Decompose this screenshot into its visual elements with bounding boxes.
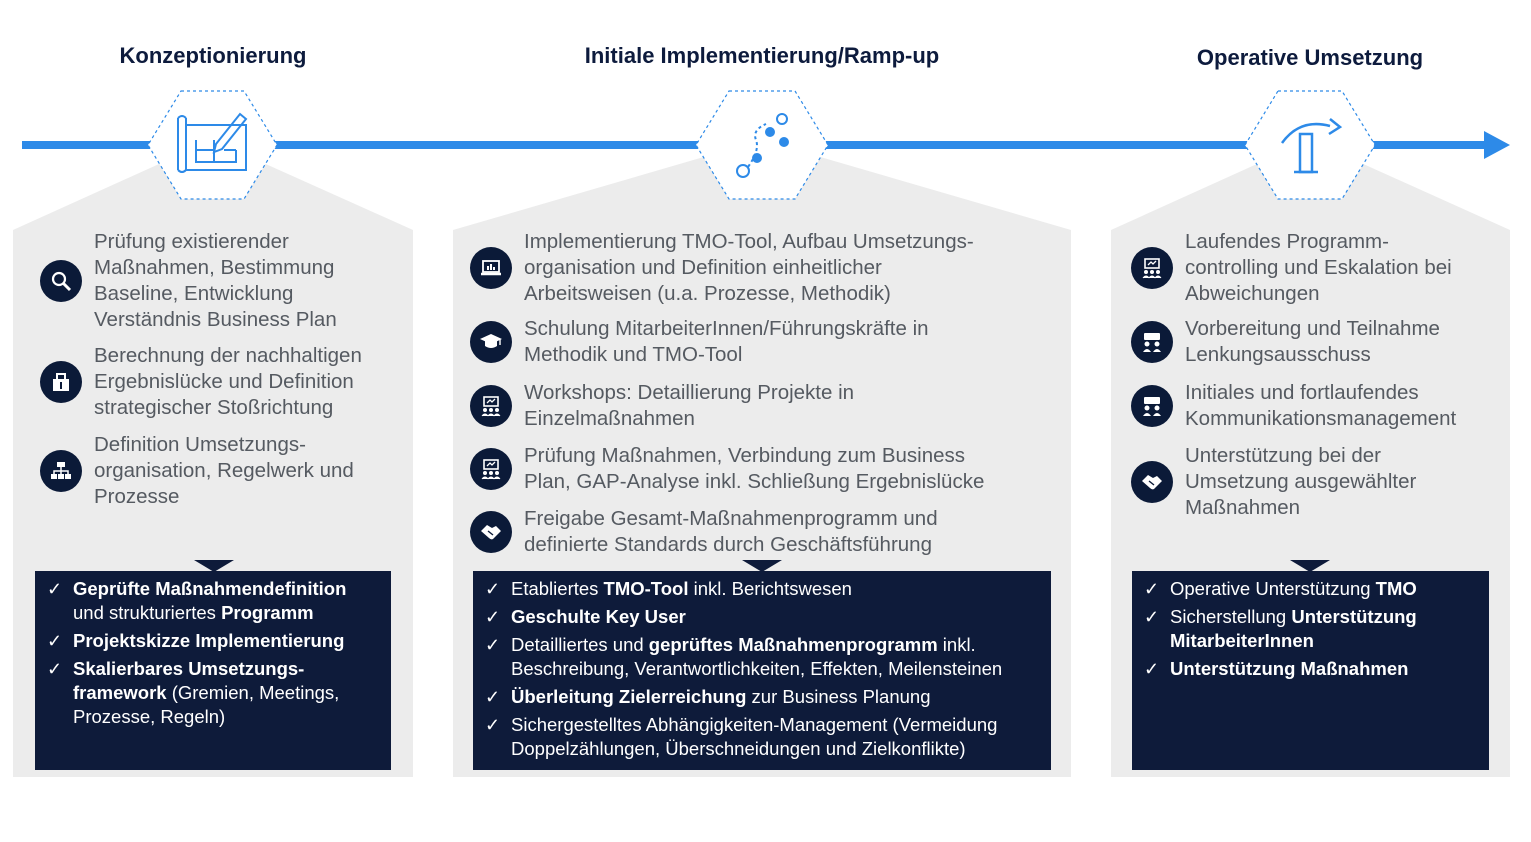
checkmark-icon: ✓	[1144, 659, 1160, 679]
deliverable-item	[47, 629, 383, 653]
activity-line: Maßnahmen, Bestimmung	[94, 256, 335, 279]
activity-line: Maßnahmen	[1185, 496, 1301, 519]
activity-item	[40, 229, 337, 333]
deliverable-text: inkl. Berichtswesen	[688, 578, 852, 599]
deliverable-line	[511, 713, 997, 737]
activity-line: Lenkungsausschuss	[1185, 343, 1371, 366]
deliverable-text: Geschulte Key User	[511, 606, 686, 627]
deliverable-line	[1170, 605, 1417, 629]
presentation-icon	[470, 448, 512, 490]
activity-line: Ergebnislücke und Definition	[94, 370, 354, 393]
deliverable-line	[73, 681, 339, 705]
phase-title-konzeptionierung: Konzeptionierung	[119, 43, 307, 68]
deliverable-line	[73, 601, 346, 625]
deliverable-item	[485, 577, 1043, 601]
activity-line: controlling und Eskalation bei	[1185, 256, 1452, 279]
checkmark-icon: ✓	[1144, 579, 1160, 599]
checkmark-icon: ✓	[1144, 607, 1160, 627]
activity-text	[1185, 380, 1456, 432]
activity-item	[1131, 443, 1416, 521]
deliverable-line	[73, 577, 346, 601]
deliverable-text: Projektskizze Implementierung	[73, 630, 345, 651]
activity-item	[470, 229, 974, 307]
checkmark-icon: ✓	[47, 659, 63, 679]
graduation-cap-icon	[470, 321, 512, 363]
activity-text	[524, 380, 854, 432]
activity-line: Umsetzung ausgewählter	[1185, 470, 1417, 493]
activity-line: Berechnung der nachhaltigen	[94, 344, 362, 367]
laptop-chart-icon	[470, 247, 512, 289]
deliverable-text: Sicherstellung	[1170, 606, 1292, 627]
activity-item	[40, 343, 362, 421]
deliverable-line	[511, 633, 1002, 657]
deliverable-line	[1170, 577, 1417, 601]
deliverable-item	[485, 605, 1043, 629]
activity-line: Abweichungen	[1185, 282, 1320, 305]
activity-item	[470, 443, 984, 495]
activity-line: Arbeitsweisen (u.a. Prozesse, Methodik)	[524, 282, 891, 305]
phase-title-operative-umsetzung: Operative Umsetzung	[1196, 45, 1424, 70]
activity-line: Prüfung existierender	[94, 230, 289, 253]
activity-line: Prozesse	[94, 485, 180, 508]
deliverable-text: framework	[73, 682, 167, 703]
deliverables-box	[35, 571, 391, 770]
activity-line: Plan, GAP-Analyse inkl. Schließung Ergebnislücke	[524, 470, 985, 493]
activity-line: definierte Standards durch Geschäftsführung	[524, 533, 932, 556]
deliverable-text: Skalierbares Umsetzungs-	[73, 658, 305, 679]
deliverable-text: inkl.	[937, 634, 976, 655]
meeting-icon	[1131, 385, 1173, 427]
activity-line: Vorbereitung und Teilnahme	[1185, 317, 1440, 340]
activity-line: Definition Umsetzungs-	[94, 433, 306, 456]
deliverable-text: TMO	[1375, 578, 1417, 599]
checkmark-icon: ✓	[47, 631, 63, 651]
activity-item	[40, 432, 354, 510]
deliverable-item	[47, 577, 383, 625]
activity-item	[1131, 380, 1456, 432]
deliverables-box	[1132, 571, 1489, 770]
deliverable-item	[47, 657, 383, 729]
activity-item	[470, 316, 929, 368]
deliverable-text: MitarbeiterInnen	[1170, 630, 1314, 651]
deliverable-text: Sichergestelltes Abhängigkeiten-Management (Vermeidung	[511, 714, 998, 735]
deliverable-item	[485, 713, 1043, 761]
handshake-icon	[470, 511, 512, 553]
deliverable-item	[485, 633, 1043, 681]
checkmark-icon: ✓	[485, 715, 501, 735]
activity-item	[470, 506, 938, 558]
activity-text	[524, 229, 974, 307]
activity-line: Methodik und TMO-Tool	[524, 343, 743, 366]
deliverable-line	[511, 605, 686, 629]
deliverable-line	[511, 577, 852, 601]
activity-text	[524, 506, 938, 558]
deliverable-text: Prozesse, Regeln)	[73, 706, 226, 727]
deliverable-text: geprüftes Maßnahmenprogramm	[648, 634, 938, 655]
activity-text	[524, 316, 929, 368]
activity-line: Kommunikationsmanagement	[1185, 407, 1457, 430]
activity-text	[1185, 316, 1440, 368]
activity-text	[94, 432, 354, 510]
toolbox-icon	[40, 361, 82, 403]
deliverable-text: Geprüfte Maßnahmendefinition	[73, 578, 347, 599]
presentation-icon	[1131, 247, 1173, 289]
activity-line: Workshops: Detaillierung Projekte in	[524, 381, 855, 404]
activity-line: Laufendes Programm-	[1185, 230, 1389, 253]
deliverable-line	[73, 705, 339, 729]
deliverable-text: zur Business Planung	[746, 686, 931, 707]
checkmark-icon: ✓	[485, 687, 501, 707]
checkmark-icon: ✓	[485, 579, 501, 599]
deliverable-item	[1144, 577, 1481, 601]
deliverable-item	[1144, 657, 1481, 681]
deliverable-item	[485, 685, 1043, 709]
deliverable-text: Unterstützung Maßnahmen	[1170, 658, 1409, 679]
deliverable-text: Überleitung Zielerreichung	[511, 686, 747, 707]
activity-line: Freigabe Gesamt-Maßnahmenprogramm und	[524, 507, 938, 530]
activity-text	[524, 443, 984, 495]
checkmark-icon: ✓	[485, 635, 501, 655]
deliverable-text: Unterstützung	[1291, 606, 1417, 627]
activity-line: strategischer Stoßrichtung	[94, 396, 334, 419]
deliverable-text: Doppelzählungen, Überschneidungen und Zielkonflikte)	[511, 738, 966, 759]
activity-line: Verständnis Business Plan	[94, 308, 337, 331]
magnifier-icon	[40, 260, 82, 302]
activity-line: Schulung MitarbeiterInnen/Führungskräfte in	[524, 317, 929, 340]
activity-line: Unterstützung bei der	[1185, 444, 1382, 467]
meeting-icon	[1131, 321, 1173, 363]
deliverables-box	[473, 571, 1051, 770]
activity-text	[1185, 443, 1416, 521]
activity-line: organisation und Definition einheitlicher	[524, 256, 882, 279]
deliverable-text: Detailliertes und	[511, 634, 649, 655]
deliverable-text: (Gremien, Meetings,	[166, 682, 340, 703]
deliverable-text: TMO-Tool	[603, 578, 689, 599]
activity-line: Implementierung TMO-Tool, Aufbau Umsetzungs-	[524, 230, 974, 253]
deliverable-text: Operative Unterstützung	[1170, 578, 1376, 599]
deliverable-text: Beschreibung, Verantwortlichkeiten, Effekten, Meilensteinen	[511, 658, 1003, 679]
activity-line: organisation, Regelwerk und	[94, 459, 354, 482]
activity-line: Einzelmaßnahmen	[524, 407, 695, 430]
deliverable-text: Programm	[221, 602, 314, 623]
deliverable-line	[511, 737, 997, 761]
activity-text	[94, 343, 362, 421]
checkmark-icon: ✓	[47, 579, 63, 599]
activity-line: Baseline, Entwicklung	[94, 282, 294, 305]
handshake-icon	[1131, 461, 1173, 503]
deliverable-line	[511, 657, 1002, 681]
deliverable-line	[511, 685, 931, 709]
activity-line: Initiales und fortlaufendes	[1185, 381, 1419, 404]
activity-text	[1185, 229, 1452, 307]
org-chart-icon	[40, 450, 82, 492]
deliverable-text: Etabliertes	[511, 578, 604, 599]
deliverable-line	[73, 657, 339, 681]
activity-item	[1131, 316, 1440, 368]
phase-title-implementierung: Initiale Implementierung/Ramp-up	[584, 43, 940, 68]
timeline-arrow-head	[1484, 131, 1510, 159]
deliverable-item	[1144, 605, 1481, 653]
activity-text	[94, 229, 337, 333]
deliverable-line	[1170, 657, 1408, 681]
presentation-icon	[470, 385, 512, 427]
deliverable-text: und strukturiertes	[73, 602, 222, 623]
activity-item	[470, 380, 854, 432]
deliverable-line	[73, 629, 344, 653]
activity-line: Prüfung Maßnahmen, Verbindung zum Business	[524, 444, 966, 467]
deliverable-line	[1170, 629, 1417, 653]
checkmark-icon: ✓	[485, 607, 501, 627]
activity-item	[1131, 229, 1452, 307]
